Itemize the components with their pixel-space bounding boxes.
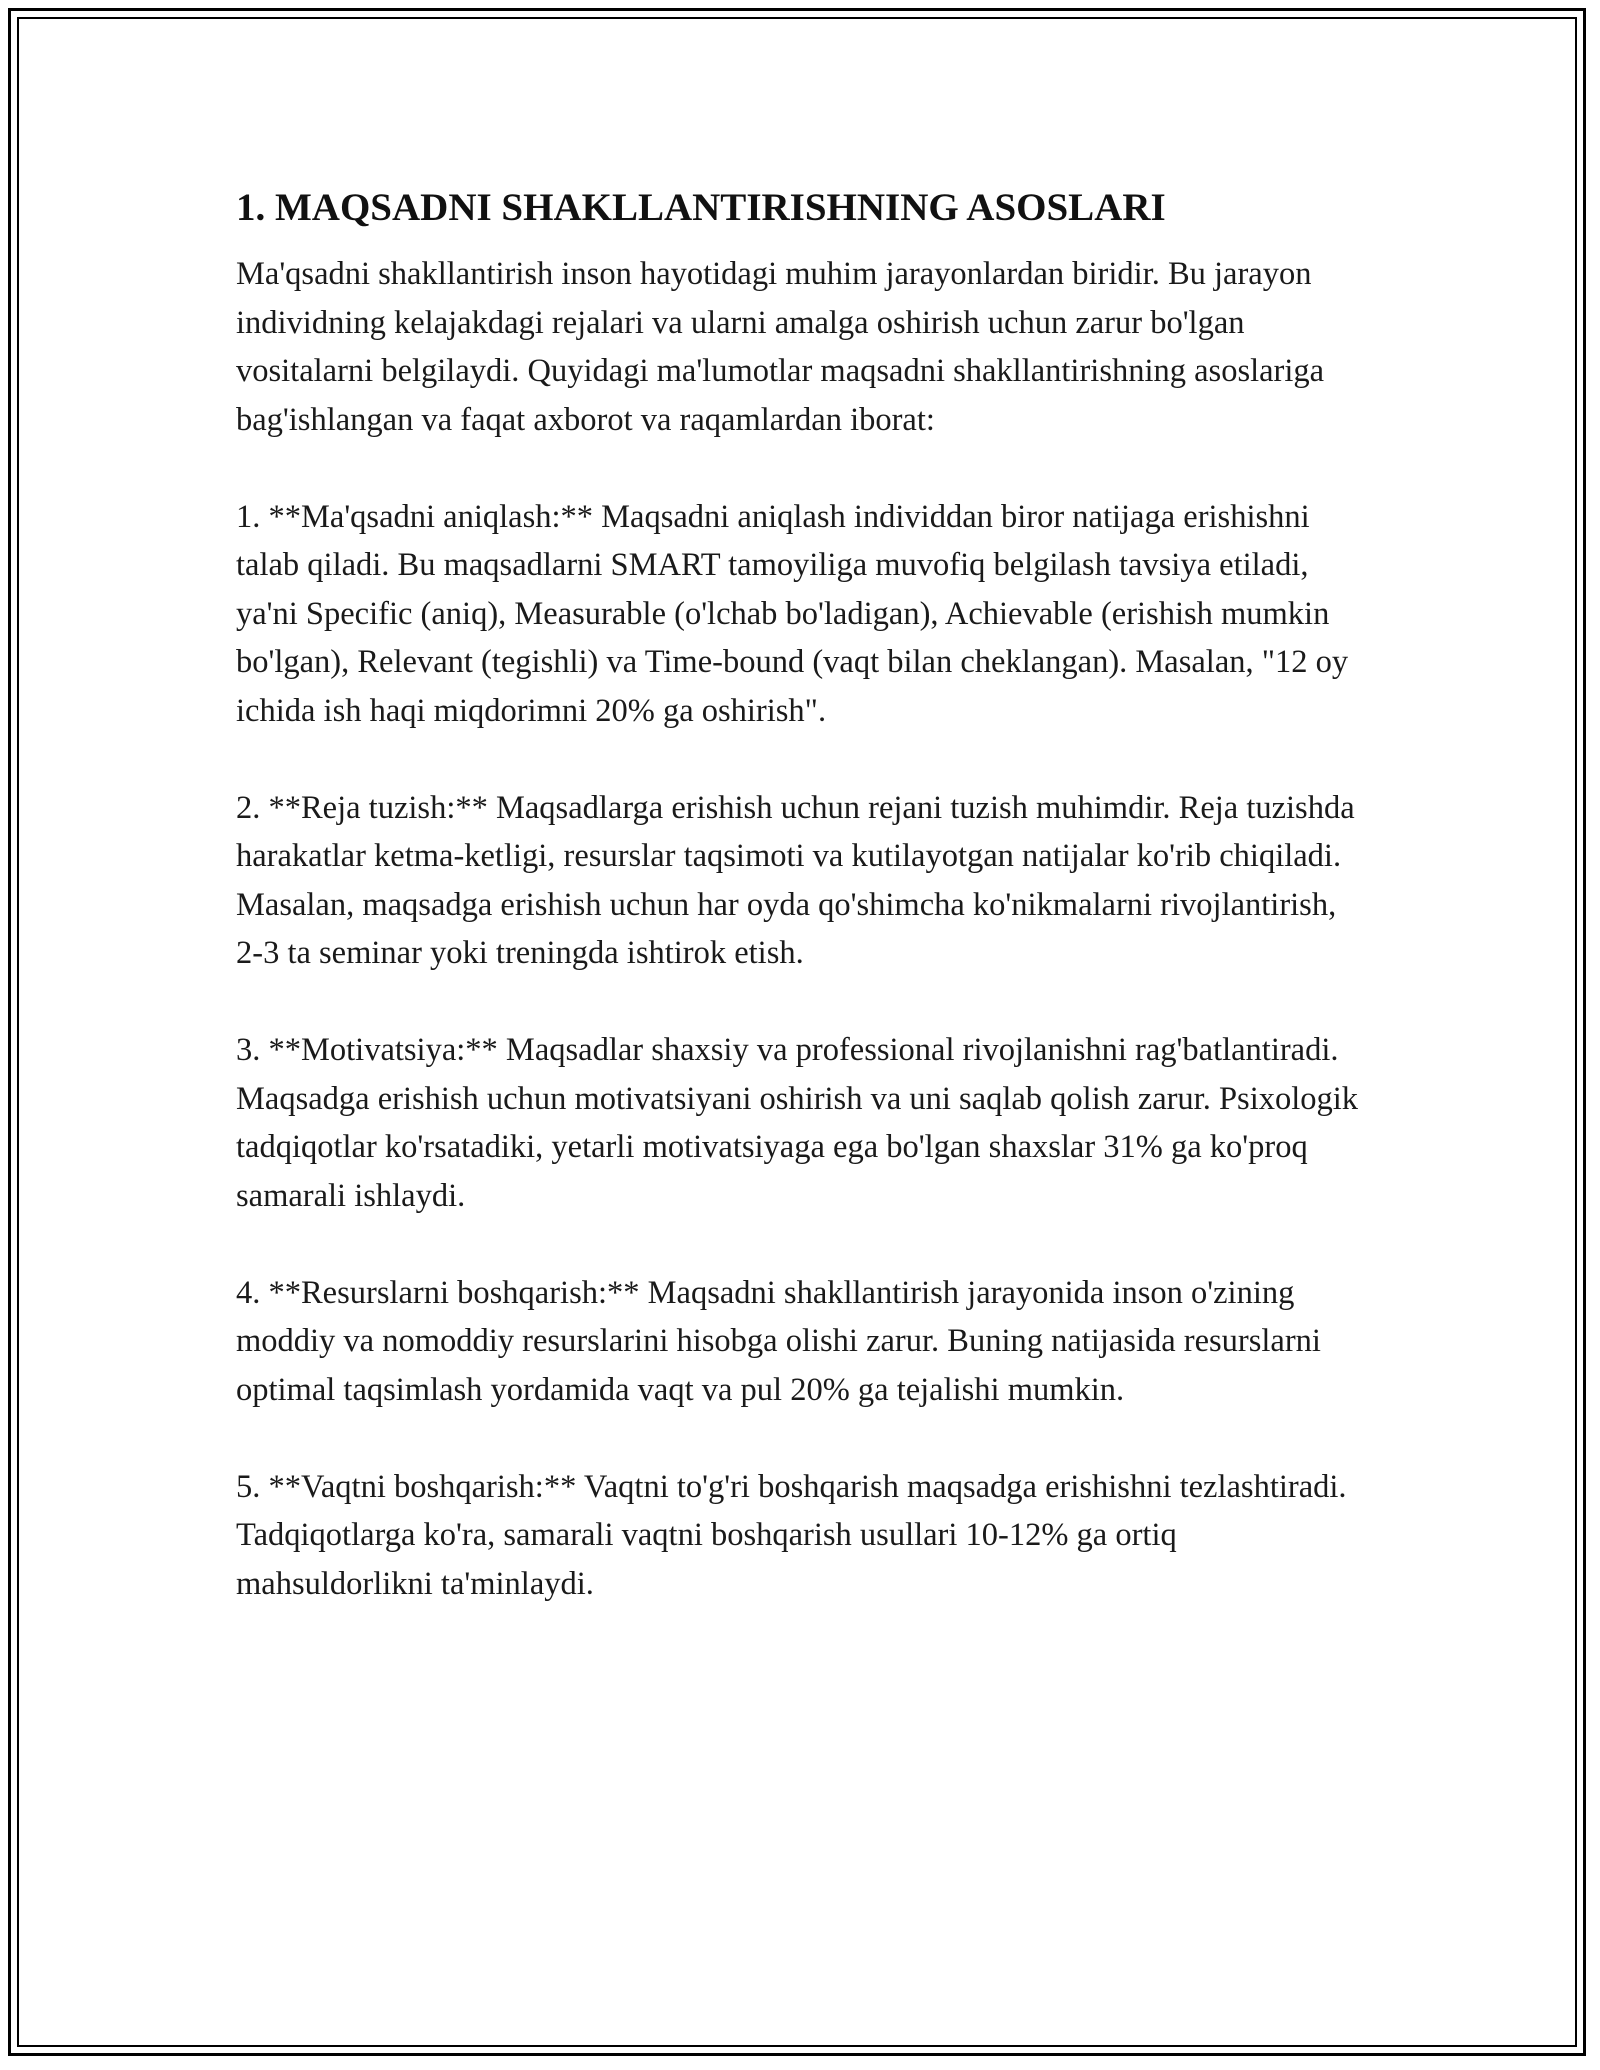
list-item: 5. **Vaqtni boshqarish:** Vaqtni to'g'ri boshqarish maqsadga erishishni tezlashtiradi. Tadqiqotlarga ko'ra, samarali vaqtni boshqarish usullari 10-12% ga ortiq mahsuldorlikni ta'minlaydi. <box>236 1468 1347 1602</box>
list-item: 3. **Motivatsiya:** Maqsadlar shaxsiy va professional rivojlanishni rag'batlantiradi. Maqsadga erishish uchun motivatsiyani oshirish va uni saqlab qolish zarur. Psixologik tadqiqotlar ko'rsatadiki, yetarli motivatsiyaga ega bo'lgan shaxslar 31% ga ko'proq samarali ishlaydi. <box>236 1032 1359 1214</box>
document-body <box>236 184 1366 1657</box>
list-item: 1. **Ma'qsadni aniqlash:** Maqsadni aniqlash individdan biror natijaga erishishni talab qiladi. Bu maqsadlarni SMART tamoyiliga muvofiq belgilash tavsiya etiladi, ya'ni Specific (aniq), Measurable (o'lchab bo'ladigan), Achievable (erishish mumkin bo'lgan), Relevant (tegishli) va Time-bound (vaqt bilan cheklangan). Masalan, "12 oy ichida ish haqi miqdorimni 20% ga oshirish". <box>236 498 1349 729</box>
list-item: 4. **Resurslarni boshqarish:** Maqsadni shakllantirish jarayonida inson o'zining moddiy va nomoddiy resurslarini hisobga olishi zarur. Buning natijasida resurslarni optimal taqsimlash yordamida vaqt va pul 20% ga tejalishi mumkin. <box>236 1274 1321 1408</box>
page-title: 1. MAQSADNI SHAKLLANTIRISHNING ASOSLARI <box>236 186 1166 229</box>
list-item: 2. **Reja tuzish:** Maqsadlarga erishish uchun rejani tuzish muhimdir. Reja tuzishda harakatlar ketma-ketligi, resurslar taqsimoti va kutilayotgan natijalar ko'rib chiqiladi. Masalan, maqsadga erishish uchun har oyda qo'shimcha ko'nikmalarni rivojlantirish, 2-3 ta seminar yoki treningda ishtirok etish. <box>236 789 1355 971</box>
intro-paragraph: Ma'qsadni shakllantirish inson hayotidagi muhim jarayonlardan biridir. Bu jarayon individning kelajakdagi rejalari va ularni amalga oshirish uchun zarur bo'lgan vositalarni belgilaydi. Quyidagi ma'lumotlar maqsadni shakllantirishning asoslariga bag'ishlangan va faqat axborot va raqamlardan iborat: <box>236 256 1325 438</box>
